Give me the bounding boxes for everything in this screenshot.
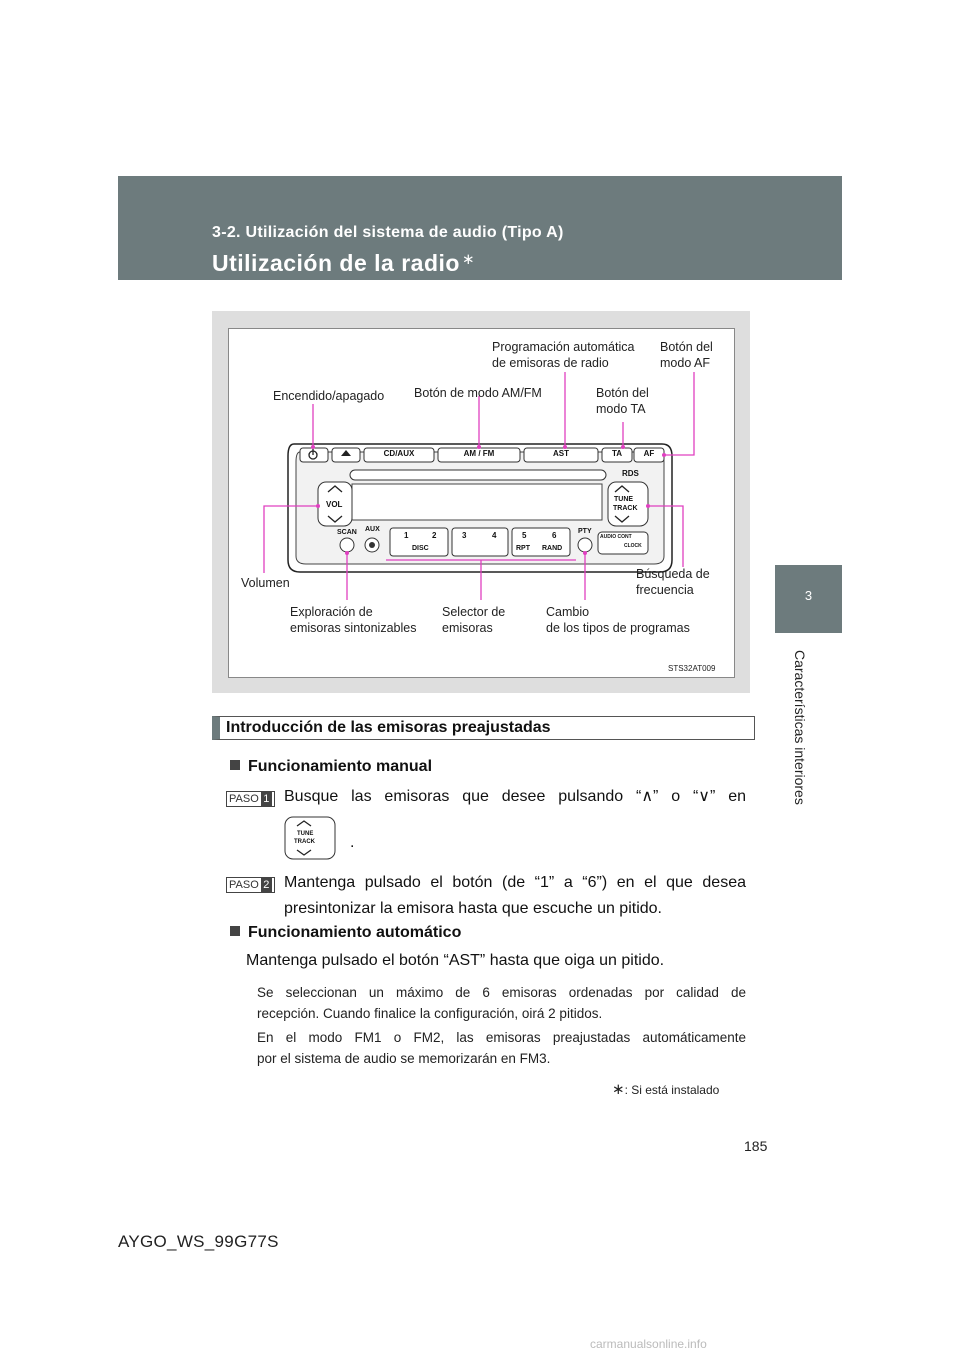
- callout-ast-line1: Programación automática: [492, 340, 635, 354]
- callout-pty: [546, 604, 690, 636]
- panel-label-preset-2: 2: [432, 531, 437, 540]
- panel-label-preset-4: 4: [492, 531, 497, 540]
- callout-seek-line2: frecuencia: [636, 583, 694, 597]
- panel-label-amfm: AM / FM: [463, 449, 495, 458]
- pty-button: [578, 538, 592, 552]
- callout-power: Encendido/apagado: [273, 389, 385, 403]
- step-number: 1: [261, 792, 272, 806]
- step-number: 2: [261, 878, 272, 892]
- footnote-text: : Si está instalado: [624, 1083, 720, 1097]
- panel-label-rand: RAND: [542, 545, 563, 552]
- callout-line-af: [664, 372, 694, 455]
- document-code: AYGO_WS_99G77S: [118, 1232, 279, 1251]
- icon-label-tune: TUNE: [297, 831, 314, 837]
- panel-label-ta: TA: [611, 449, 623, 458]
- note1-line2: recepción. Cuando finalice la configuración, oirá 2 pitidos.: [257, 1006, 603, 1021]
- panel-label-track: TRACK: [613, 505, 638, 512]
- tune-rocker: [608, 482, 648, 526]
- step2-line2: presintonizar la emisora hasta que escuche un pitido.: [284, 900, 662, 917]
- auto-text: Mantenga pulsado el botón “AST” hasta que oiga un pitido.: [246, 952, 665, 969]
- callout-seek: [636, 566, 710, 598]
- chapter-title-vertical: Características interiores: [792, 650, 808, 805]
- chapter-number: 3: [804, 588, 813, 603]
- callout-af-line2: modo AF: [660, 356, 711, 370]
- callout-scan-line2: emisoras sintonizables: [290, 621, 417, 635]
- footnote: [612, 1080, 719, 1098]
- footnote-mark: ∗: [612, 1081, 625, 1098]
- section-label: 3-2. Utilización del sistema de audio (Tipo A): [212, 224, 564, 241]
- note1-line1: Se seleccionan un máximo de 6 emisoras ordenadas por calidad de: [257, 985, 746, 1000]
- callout-ta-line1: Botón del: [596, 386, 649, 400]
- step1-end: .: [350, 834, 355, 851]
- callout-ast-line2: de emisoras de radio: [492, 356, 609, 370]
- section-heading: Introducción de las emisoras preajustadas: [226, 719, 551, 736]
- auto-heading: [230, 924, 461, 942]
- callout-ast: [492, 339, 634, 371]
- callout-seek-line1: Búsqueda de: [636, 567, 710, 581]
- panel-label-clock: CLOCK: [624, 543, 642, 549]
- panel-label-af: AF: [643, 449, 655, 458]
- scan-button: [340, 538, 354, 552]
- panel-label-cdaux: CD/AUX: [383, 449, 415, 458]
- callout-preset-line1: Selector de: [442, 605, 506, 619]
- icon-label-track: TRACK: [294, 839, 315, 845]
- panel-label-preset-6: 6: [552, 531, 557, 540]
- panel-label-preset-1: 1: [404, 531, 409, 540]
- panel-label-audio-cont: AUDIO CONT: [600, 534, 632, 540]
- auto-heading-text: Funcionamiento automático: [248, 924, 462, 941]
- step2-line1: Mantenga pulsado el botón (de “1” a “6”) en el que desea: [284, 874, 746, 891]
- preset-3-4: [452, 528, 508, 556]
- power-button: [300, 448, 328, 462]
- callout-scan-line1: Exploración de: [290, 605, 373, 619]
- panel-label-preset-3: 3: [462, 531, 467, 540]
- callout-ta: [596, 385, 649, 417]
- callout-af-line1: Botón del: [660, 340, 713, 354]
- step-label: PASO: [229, 793, 259, 805]
- callout-amfm: Botón de modo AM/FM: [414, 386, 542, 400]
- panel-label-rds: RDS: [622, 469, 639, 478]
- panel-label-tune: TUNE: [614, 496, 634, 503]
- callout-preset-line2: emisoras: [442, 621, 493, 635]
- callout-preset: [442, 604, 505, 636]
- step2-badge: [226, 875, 275, 893]
- title-footnote-mark: ∗: [461, 251, 476, 268]
- tune-track-button-icon: [284, 816, 336, 860]
- square-bullet-icon: [230, 926, 240, 936]
- manual-heading-text: Funcionamiento manual: [248, 758, 433, 775]
- callout-af: [660, 339, 713, 371]
- watermark: carmanualsonline.info: [590, 1337, 707, 1351]
- panel-label-pty: PTY: [578, 528, 592, 535]
- callout-volume: Volumen: [241, 576, 290, 590]
- figure-code: STS32AT009: [668, 664, 716, 673]
- cd-slot: [350, 470, 606, 480]
- square-bullet-icon: [230, 760, 240, 770]
- callout-pty-line2: de los tipos de programas: [546, 621, 690, 635]
- callout-ta-line2: modo TA: [596, 402, 646, 416]
- step-label: PASO: [229, 879, 259, 891]
- panel-label-scan: SCAN: [337, 529, 357, 536]
- page-number: 185: [744, 1138, 768, 1154]
- callout-scan: [290, 604, 416, 636]
- step1-text: Busque las emisoras que desee pulsando “∧” o “∨” en: [284, 788, 746, 805]
- panel-label-ast: AST: [553, 449, 569, 458]
- panel-label-aux: AUX: [365, 526, 380, 533]
- panel-label-disc: DISC: [412, 545, 429, 552]
- panel-label-preset-5: 5: [522, 531, 527, 540]
- note2-line2: por el sistema de audio se memorizarán en FM3.: [257, 1051, 551, 1066]
- display: [352, 484, 602, 520]
- manual-heading: [230, 758, 432, 776]
- step-badge: [226, 877, 275, 893]
- page-title-text: Utilización de la radio: [212, 250, 460, 276]
- note2-line1: En el modo FM1 o FM2, las emisoras preajustadas automáticamente: [257, 1030, 746, 1045]
- step-badge: [226, 791, 275, 807]
- step1-badge: [226, 789, 275, 807]
- callout-pty-line1: Cambio: [546, 605, 590, 619]
- panel-label-vol: VOL: [326, 500, 343, 509]
- panel-label-rpt: RPT: [516, 545, 530, 552]
